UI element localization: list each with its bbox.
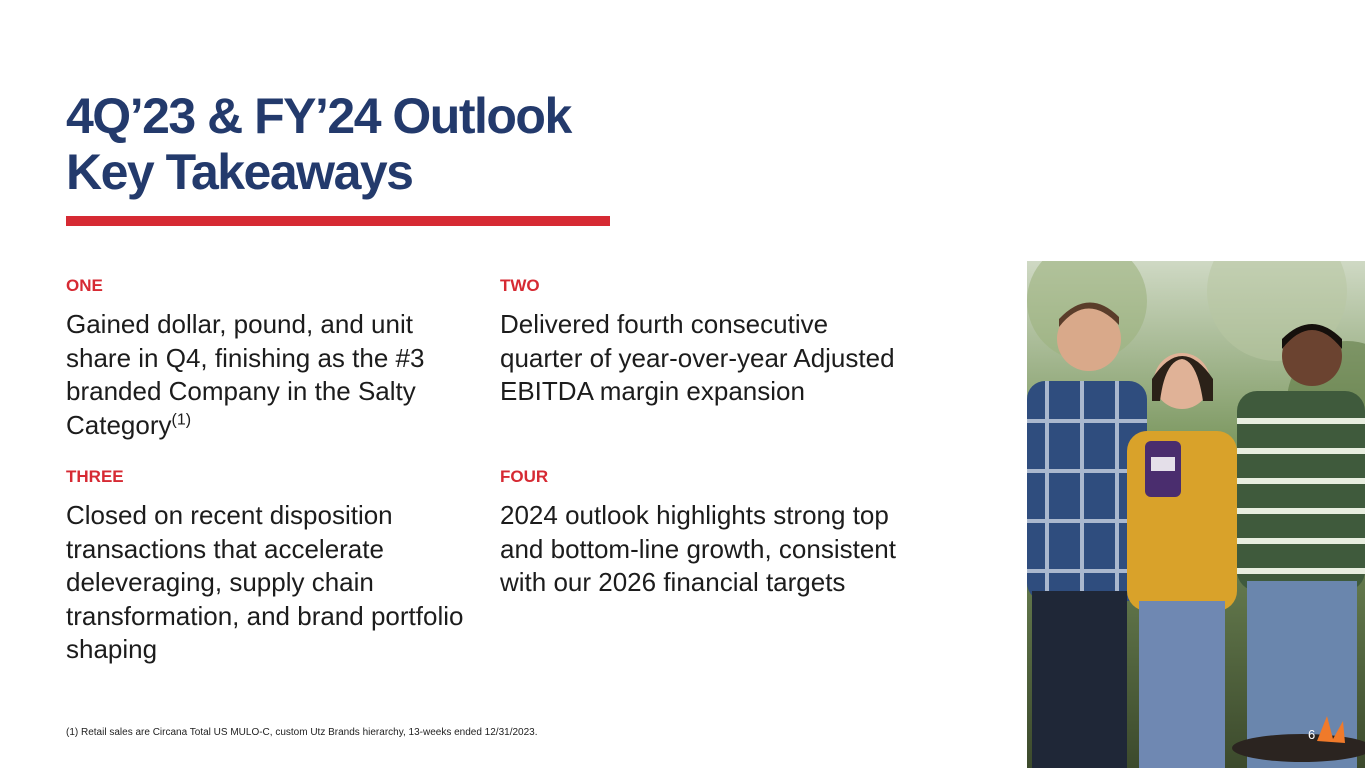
takeaway-label: TWO: [500, 276, 540, 295]
footnote: (1) Retail sales are Circana Total US MULO-C, custom Utz Brands hierarchy, 13-weeks ended 12/31/2023.: [66, 727, 538, 738]
takeaway-three: [66, 467, 476, 667]
title-line-1: 4Q’23 & FY’24 Outlook: [66, 88, 571, 144]
takeaway-text: 2024 outlook highlights strong top and bottom-line growth, consistent with our 2026 financial targets: [500, 500, 896, 597]
takeaway-label: FOUR: [500, 467, 549, 486]
takeaway-label: THREE: [66, 467, 124, 486]
takeaway-label: ONE: [66, 276, 103, 295]
takeaway-four: [500, 467, 910, 600]
takeaway-text: Closed on recent disposition transactions that accelerate deleveraging, supply chain transformation, and brand portfolio shaping: [66, 500, 464, 664]
takeaway-two: [500, 276, 910, 409]
takeaway-one: [66, 276, 476, 442]
page-title: [66, 88, 571, 200]
footnote-reference: (1): [171, 410, 192, 428]
takeaway-text: [66, 308, 476, 442]
page-number: 6: [1308, 727, 1316, 742]
title-line-2: Key Takeaways: [66, 144, 413, 200]
takeaway-text-content: Gained dollar, pound, and unit share in Q4, finishing as the #3 branded Company in the Salty Category: [66, 309, 425, 440]
title-underline: [66, 216, 610, 226]
people-snacking-photo: [1027, 261, 1365, 768]
takeaway-text: Delivered fourth consecutive quarter of year-over-year Adjusted EBITDA margin expansion: [500, 309, 895, 406]
